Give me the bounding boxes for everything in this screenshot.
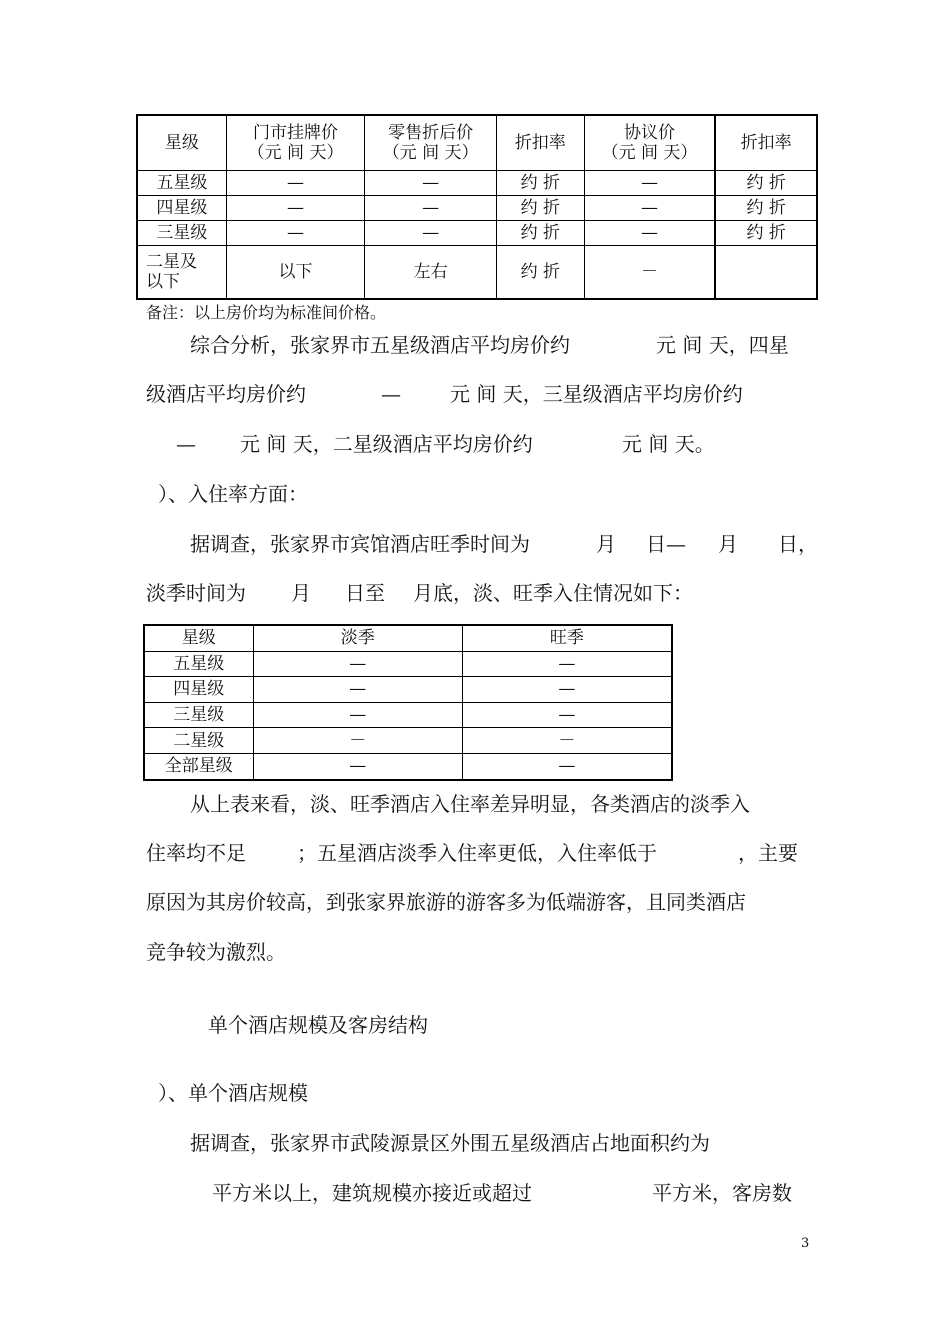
table-cell: — — [462, 702, 672, 728]
table-cell: — — [462, 677, 672, 703]
header-agreement-rate: 协议价 （元 间 天） — [584, 115, 715, 171]
table-cell: — — [226, 196, 365, 221]
paragraph-text: — — [176, 432, 196, 456]
table-cell: — — [253, 702, 462, 728]
table-cell: 约 折 — [496, 221, 584, 246]
paragraph-text: 竞争较为激烈。 — [146, 940, 286, 964]
table-cell: 四星级 — [144, 677, 253, 703]
paragraph-text: 日至 — [345, 581, 385, 605]
table-row — [137, 246, 817, 300]
table-cell: — — [253, 753, 462, 779]
paragraph-text: 从上表来看，淡、旺季酒店入住率差异明显，各类酒店的淡季入 — [190, 792, 750, 816]
paragraph-text: 据调查，张家界市武陵源景区外围五星级酒店占地面积约为 — [190, 1131, 710, 1155]
table-cell: 二星及 以下 — [137, 246, 226, 300]
table-cell: 左右 — [365, 246, 497, 300]
paragraph-text: 元 间 天，四星 — [656, 333, 789, 357]
table-row — [137, 196, 817, 221]
table-header-row — [137, 115, 817, 171]
table-cell: — — [365, 196, 497, 221]
table-cell: — — [584, 221, 715, 246]
table-cell: — — [584, 196, 715, 221]
paragraph-text: 日， — [778, 532, 818, 556]
paragraph-text: ；五星酒店淡季入住率更低，入住率低于 — [297, 841, 657, 865]
header-star: 星级 — [144, 625, 253, 651]
table-header-row — [144, 625, 672, 651]
table-cell: 五星级 — [137, 171, 226, 196]
table-cell: — — [462, 753, 672, 779]
paragraph-text: ，主要 — [738, 841, 798, 865]
table-row — [144, 753, 672, 779]
table-cell: － — [253, 728, 462, 754]
table-cell: 约 折 — [715, 171, 817, 196]
table-cell: — — [365, 171, 497, 196]
table-cell: 约 折 — [496, 171, 584, 196]
table-cell: — — [365, 221, 497, 246]
table-cell: — — [226, 221, 365, 246]
table-cell: — — [584, 171, 715, 196]
table-cell: 二星级 — [144, 728, 253, 754]
paragraph-text: 月底，淡、旺季入住情况如下： — [413, 581, 693, 605]
table-cell: — — [462, 651, 672, 677]
table-note: 备注：以上房价均为标准间价格。 — [146, 303, 387, 322]
section-heading: ）、入住率方面： — [158, 482, 308, 506]
paragraph-text: — — [381, 382, 401, 406]
paragraph-text: 平方米，客房数 — [652, 1181, 792, 1205]
table-cell: 四星级 — [137, 196, 226, 221]
section-heading: ）、单个酒店规模 — [158, 1081, 308, 1105]
table-cell: 约 折 — [496, 246, 584, 300]
table-row — [144, 728, 672, 754]
table-cell: 约 折 — [715, 221, 817, 246]
table-cell — [715, 246, 817, 300]
paragraph-text: 元 间 天，三星级酒店平均房价约 — [450, 382, 743, 406]
table-cell: — — [253, 677, 462, 703]
paragraph-text: 月 — [291, 581, 311, 605]
table-cell: － — [584, 246, 715, 300]
paragraph-text: 平方米以上，建筑规模亦接近或超过 — [212, 1181, 532, 1205]
table-cell: 以下 — [226, 246, 365, 300]
header-discount-2: 折扣率 — [715, 115, 817, 171]
paragraph-text: 住率均不足 — [146, 841, 246, 865]
table-row — [144, 677, 672, 703]
paragraph-text: 日— — [646, 532, 686, 556]
paragraph-text: 月 — [718, 532, 738, 556]
table-cell: 全部星级 — [144, 753, 253, 779]
table-row — [144, 651, 672, 677]
paragraph-text: 淡季时间为 — [146, 581, 246, 605]
table-row — [137, 221, 817, 246]
header-off-season: 淡季 — [253, 625, 462, 651]
table-cell: — — [253, 651, 462, 677]
paragraph-text: 月 — [596, 532, 616, 556]
page-number: 3 — [801, 1236, 810, 1251]
paragraph-text: 元 间 天，二星级酒店平均房价约 — [240, 432, 533, 456]
paragraph-text: 综合分析，张家界市五星级酒店平均房价约 — [190, 333, 570, 357]
header-discount: 折扣率 — [496, 115, 584, 171]
table-cell: — — [226, 171, 365, 196]
header-peak-season: 旺季 — [462, 625, 672, 651]
header-retail-rate: 零售折后价 （元 间 天） — [365, 115, 497, 171]
room-price-table — [136, 114, 818, 300]
header-star: 星级 — [137, 115, 226, 171]
table-row — [144, 702, 672, 728]
table-row — [137, 171, 817, 196]
table-cell: － — [462, 728, 672, 754]
paragraph-text: 原因为其房价较高，到张家界旅游的游客多为低端游客，且同类酒店 — [146, 890, 746, 914]
table-cell: 约 折 — [496, 196, 584, 221]
table-cell: 三星级 — [137, 221, 226, 246]
paragraph-text: 据调查，张家界市宾馆酒店旺季时间为 — [190, 532, 530, 556]
table-cell: 五星级 — [144, 651, 253, 677]
section-heading: 单个酒店规模及客房结构 — [208, 1013, 428, 1037]
occupancy-table — [143, 624, 673, 781]
header-rack-rate: 门市挂牌价 （元 间 天） — [226, 115, 365, 171]
paragraph-text: 级酒店平均房价约 — [146, 382, 306, 406]
table-cell: 约 折 — [715, 196, 817, 221]
table-cell: 三星级 — [144, 702, 253, 728]
paragraph-text: 元 间 天。 — [622, 432, 715, 456]
